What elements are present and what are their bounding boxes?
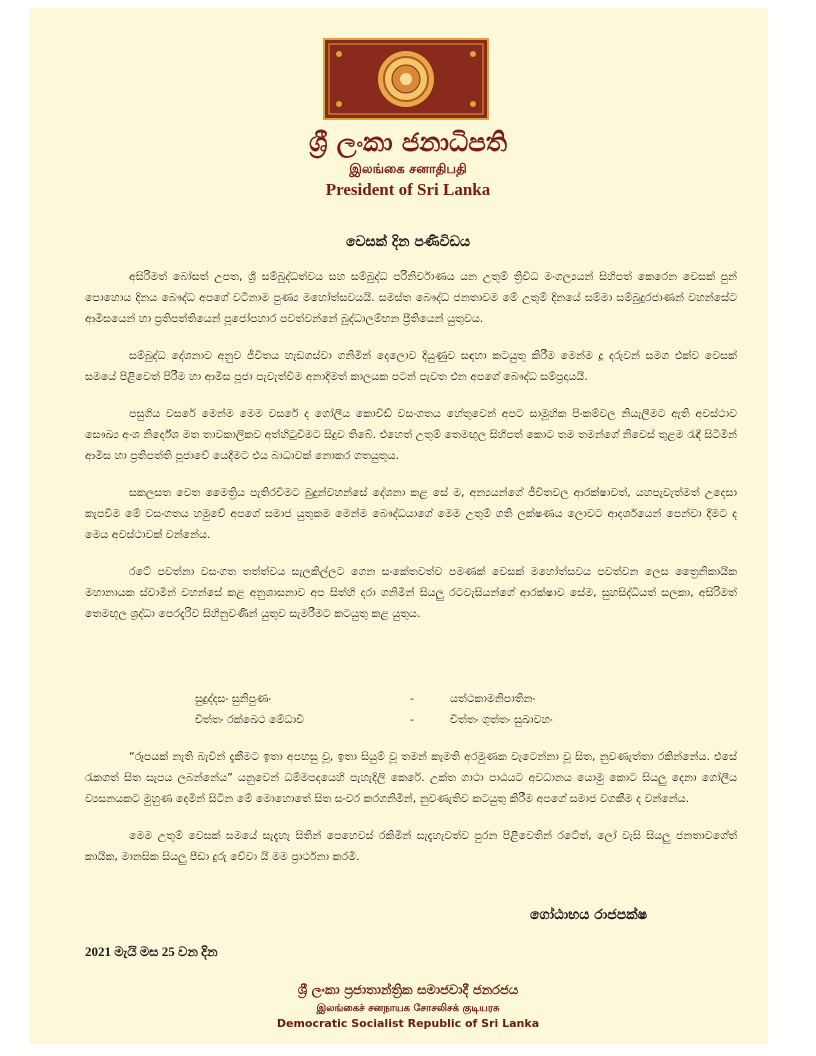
footer-republic-sinhala: ශ්‍රී ලංකා ප්‍රජාතාන්ත්‍රික සමාජවාදී ජනරජය: [297, 983, 519, 998]
footer-republic-english: Democratic Socialist Republic of Sri Lanka: [276, 1017, 540, 1030]
message-paragraph: සකලසත වෙත මෛත්‍රිය පැතිරවීමට බුදුන්වහන්සේ දේශනා කළ සේ ම, අන්‍යයන්ගේ ජීවිතවල ආරක්ෂාවත්, යහපැවැත්මත් උදෙසා කැපවීම මේ වසංගතය හමුවේ අපගේ සමාජ යුතුකම මෙන්ම බෞද්ධයාගේ මෙම උතුම් ගති ලක්ෂණය ලොවට ආදර්ශයෙන් පෙන්වා දීමට ද මෙය අවස්ථාවක් වන්නේය.: [85, 486, 737, 541]
message-paragraph: රටේ පවත්නා වසංගත තත්ත්වය සැලකිල්ලට ගෙන සංකේතවත්ව පමණක් වෙසක් මහෝත්සවය පවත්වන ලෙස ත්‍රෛනිකායික මහානායක ස්වාමීන් වහන්සේ කළ අනුශාසනාව අප සිත්හි දරා ගනිමින් සියලු රටවැසියන්ගේ ආරක්ෂාව සේම, සුහසිද්ධියත් සලකා, අසිරිමත් තෙමඟුල ශ්‍රද්ධා පෙරදැරිව සිහිනුවණින් යුතුව සැමරීමට කටයුතු කළ යුතුය.: [85, 565, 737, 620]
verse-separator: -: [410, 692, 414, 705]
letterhead-title-english: President of Sri Lanka: [325, 180, 491, 199]
verse-line: [195, 709, 553, 730]
message-paragraph: පසුගිය වසරේ මෙන්ම මෙම වසරේ ද ගෝලීය කොවිඩ් වසංගතය හේතුවෙන් අපට සාමූහික පිංකම්වල නියැලීමට ඇති අවස්ථාව සෞඛ්‍ය අංශ නිර්දේශ මත තාවකාලිකව අත්හිටුවීමට සිදුව තිබේ. එහෙත් උතුම් තෙමඟුල සිහිපත් කොට තම තමන්ගේ නිවෙස් තුළම රැඳී සිටිමින් ආමිස හා ප්‍රතිපත්ති පූජාවේ යෙදීමට එය බාධාවක් නොකර ගතයුතුය.: [85, 407, 737, 462]
verse-separator: -: [410, 713, 414, 726]
message-paragraph: සම්බුද්ධ දේශනාව අනුව ජීවිතය හැඩගස්වා ගනිමින් දෙලොව දියුණුව සඳහා කටයුතු කිරීම මෙන්ම දූ දරුවන් සමග එක්ව වෙසක් සමයේ පිළිවෙත් පිරීම හා ආමිස පූජා පැවැත්වීම අනාදිමත් කාලයක පටන් පැවත එන අපගේ බෞද්ධ සම්ප්‍රදායයි.: [85, 349, 737, 383]
verse-line-right: චිත්තං ගුත්තං සුඛාවහං: [450, 713, 553, 726]
message-paragraph: අසිරිමත් බෝසත් උපත, ශ්‍රී සම්බුද්ධත්වය සහ සම්බුද්ධ පරිනිර්වාණය යන උතුම් ත්‍රිවිධ මංගල්‍යයන් සිහිපත් කෙරෙන වෙසක් පුන් පොහොය දිනය බෞද්ධ අපගේ වටිනාම පුණ්‍ය මහෝත්සවයයි. සමස්ත බෞද්ධ ජනතාවම මේ උතුම් දිනයේ සම්මා සම්බුදුරජාණන් වහන්සේට ආමිසයෙන් හා ප්‍රතිපත්තියෙන් පූජෝපහාර පවත්වන්නේ බුද්ධාලම්භන ප්‍රීතියෙන් යුතුවය.: [85, 270, 737, 325]
message-title: වෙසක් දින පණිවිඩය: [345, 234, 471, 250]
letterhead-title-sinhala: ශ්‍රී ලංකා ජනාධිපති: [308, 128, 508, 158]
message-closing: [85, 746, 737, 883]
dhammapada-verse: [195, 688, 553, 730]
presidential-flag-emblem-icon: [323, 38, 489, 120]
letterhead-title-tamil: இலங்கை சனாதிபதி: [349, 162, 467, 177]
footer-republic-tamil: இலங்கைச் சனநாயக சோசலிசக் குடியரசு: [316, 1003, 500, 1014]
signature-name: ගෝඨාභය රාජපක්ෂ: [530, 907, 648, 923]
message-paragraph: “රූපයක් නැති බැවින් දැකීමට ඉතා අපහසු වූ, ඉතා සියුම් වූ තමන් කැමති අරමුණක වැටෙන්නා වූ සිත, නුවණැත්තා රකින්නේය. එසේ රැකගත් සිත සැපය ලබන්නේය” යනුවෙන් ධම්මපදයෙහි පැහැදිලි කෙරේ. උක්ත ගාථා පාඨයට අවධානය යොමු කොට සියලු දෙනා ගෝලීය ව්‍යසනයකට මුහුණ දෙමින් සිටින මේ මොහොතේ සිත සංවර කරගනිමින්, නුවණැතිව කටයුතු කිරීම අපගේ සමාජ වගකීම ද වන්නේය.: [85, 750, 737, 805]
message-date: 2021 මැයි මස 25 වන දින: [85, 944, 218, 959]
verse-line: [195, 688, 553, 709]
message-body: [85, 266, 737, 640]
verse-line-right: යත්ථකාමනිපාතිනං: [450, 692, 536, 705]
verse-line-left: චිත්තං රක්ඛෙථ මේධාවී: [195, 713, 305, 726]
verse-line-left: සුදුද්දසං සුනිපුණං: [195, 692, 272, 705]
message-paragraph: මෙම උතුම් වෙසක් සමයේ සැදැහැ සිතින් පෙහෙවස් රකිමින් සැදැහැවත්ව පුරන පිළිවෙතින් රටේත්, ලෝ වැසි සියලු ජනතාවගේත් කායික, මානසික සියලු පීඩා දුරු වේවා යි මම ප්‍රාර්ථනා කරමි.: [85, 829, 737, 863]
